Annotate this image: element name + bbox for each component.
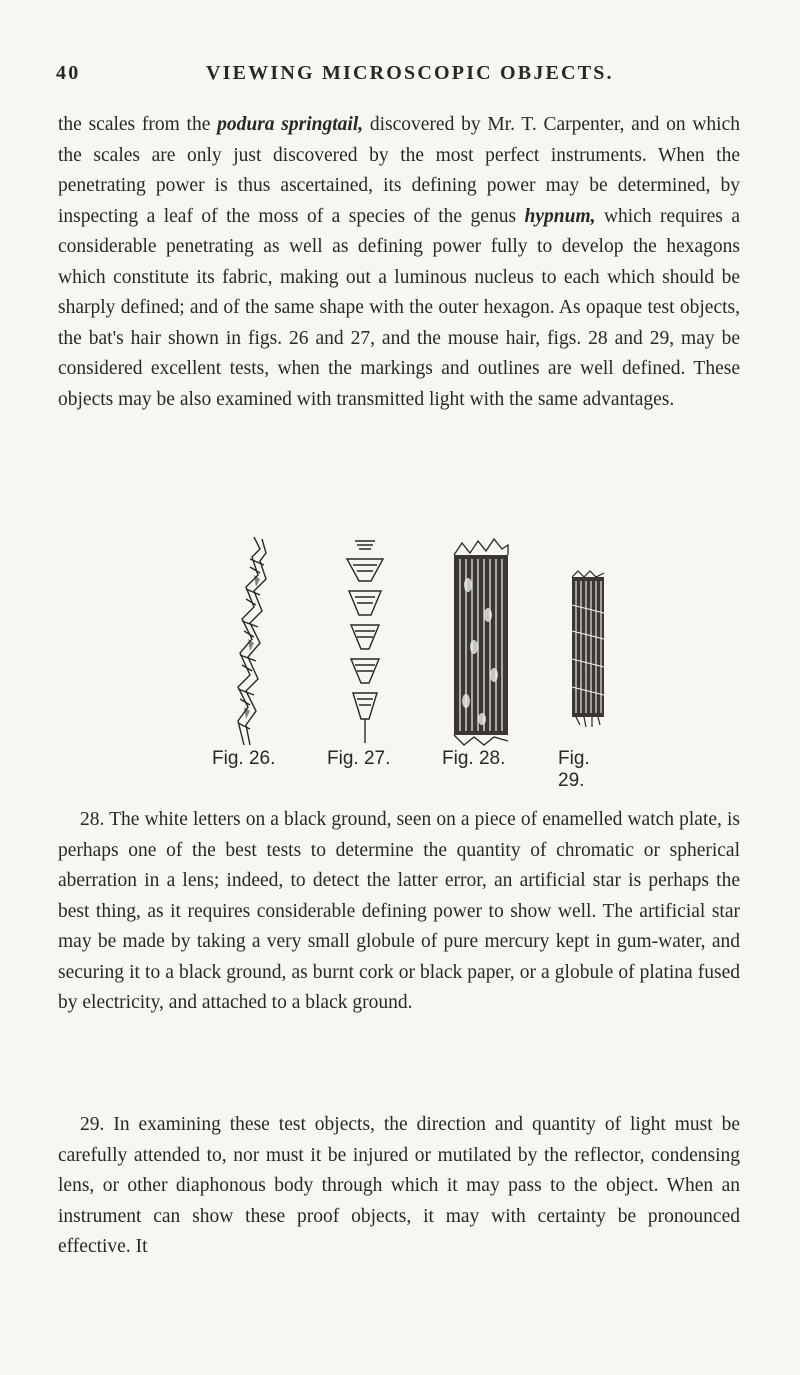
paragraph-3 (58, 1110, 740, 1263)
running-title: VIEWING MICROSCOPIC OBJECTS. (206, 62, 614, 84)
fig-26-illustration (220, 535, 280, 747)
figure-plate (200, 535, 760, 791)
paragraph-1 (58, 110, 740, 415)
fig-29-illustration (562, 535, 614, 747)
page-header (56, 62, 746, 92)
figure-29 (558, 535, 614, 791)
fig-28-illustration (448, 535, 514, 747)
paragraph-2-text: 28. The white letters on a black ground, seen on a piece of enamelled watch plate, is perhaps one of the best tests to determine the quantity of chromatic or spherical aberration in a lens; indeed, to detect the latter error, an artificial star is perhaps the best thing, as it requires considerable defining power to show well. The artificial star may be made by taking a very small globule of pure mercury kept in gum-water, and securing it to a black ground, as burnt cork or black paper, or a globule of platina fused by electricity, and attached to a black ground. (58, 809, 740, 1013)
figure-26 (212, 535, 280, 769)
figure-29-caption: Fig. 29. (558, 748, 590, 791)
paragraph-2 (58, 805, 740, 1019)
paragraph-1-italic-hypnum: hypnum, (524, 205, 596, 227)
paragraph-3-text: 29. In examining these test objects, the direction and quantity of light must be carefully attended to, nor must it be injured or mutilated by the reflector, condensing lens, or other diaphonous body through which it may pass to the object. When an instrument can show these proof objects, it may with certainty be pronounced effective. It (58, 1114, 740, 1257)
paragraph-1-text-a: the scales from the (58, 114, 218, 135)
figure-28-caption: Fig. 28. (442, 748, 506, 769)
figure-27 (327, 535, 395, 769)
figure-28 (442, 535, 514, 769)
figure-27-caption: Fig. 27. (327, 748, 391, 769)
figure-26-caption: Fig. 26. (212, 748, 276, 769)
fig-27-illustration (335, 535, 395, 747)
paragraph-1-text-c: which requires a considerable penetrating as well as defining power fully to develop the hexagons which constitute its fabric, making out a luminous nucleus to each which should be sharply defined; and of the same shape with the outer hexagon. As opaque test objects, the bat's hair shown in figs. 26 and 27, and the mouse hair, figs. 28 and 29, may be considered excellent tests, when the markings and outlines are well defined. These objects may be also examined with transmitted light with the same advantages. (58, 205, 740, 410)
paragraph-1-italic-podura: podura springtail, (217, 114, 364, 135)
paragraph-1-text-b: discovered by Mr. T. Carpenter, and on which the scales are only just discovered by the most perfect instruments. When the penetrating power is thus ascertained, its defining power may be determined, by inspecting a leaf of the moss of a species of the genus (58, 114, 740, 227)
page-number: 40 (56, 62, 81, 84)
